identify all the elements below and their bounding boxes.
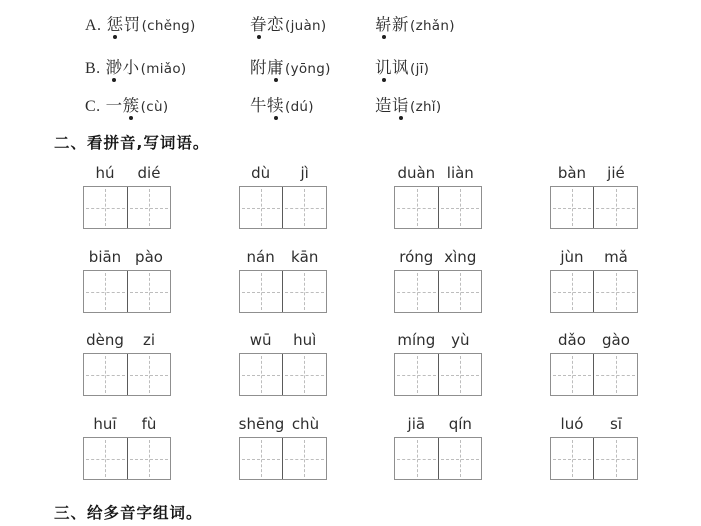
- hanzi-char: 一: [105, 96, 123, 115]
- writing-square: [240, 271, 284, 312]
- pinyin-syllable: mǎ: [604, 248, 628, 266]
- writing-box: [394, 186, 482, 229]
- pinyin-syllable: róng: [399, 248, 434, 266]
- pinyin-annotation: (cù): [140, 99, 169, 115]
- word-item: [375, 92, 441, 116]
- writing-box: [550, 186, 638, 229]
- pinyin-label-row: [550, 414, 638, 436]
- pinyin-annotation: (zhǎn): [410, 18, 455, 34]
- pinyin-annotation: (dú): [285, 99, 314, 115]
- word-writing-cell: [83, 247, 171, 313]
- writing-square: [594, 187, 637, 228]
- hanzi-char: 讽: [392, 58, 409, 77]
- writing-box: [394, 270, 482, 313]
- word-writing-cell: [239, 247, 327, 313]
- writing-square: [283, 187, 326, 228]
- writing-square: [84, 271, 128, 312]
- writing-square: [240, 354, 284, 395]
- pinyin-annotation: (chěng): [141, 18, 196, 34]
- pinyin-syllable: qín: [448, 415, 472, 433]
- writing-box: [83, 353, 171, 396]
- word-writing-cell: [83, 163, 171, 229]
- pinyin-syllable: sī: [609, 415, 622, 433]
- pinyin-syllable: huì: [293, 331, 317, 349]
- writing-square: [551, 187, 595, 228]
- word-item: [85, 11, 196, 35]
- option-row: [85, 54, 430, 78]
- hanzi-char: 牛: [250, 96, 267, 115]
- writing-square: [395, 271, 439, 312]
- pinyin-syllable: duàn: [397, 164, 436, 182]
- word-writing-cell: [394, 247, 482, 313]
- pinyin-label-row: [394, 330, 482, 352]
- hanzi-char: 罚: [123, 15, 141, 34]
- hanzi-char: 渺: [106, 54, 123, 78]
- word-item: [250, 92, 314, 116]
- option-row: [85, 92, 442, 116]
- pinyin-syllable: jì: [300, 164, 309, 182]
- pinyin-label-row: [550, 330, 638, 352]
- pinyin-label-row: [239, 330, 327, 352]
- writing-square: [594, 438, 637, 479]
- writing-square: [594, 271, 637, 312]
- writing-square: [551, 354, 595, 395]
- hanzi-char: 眷: [250, 11, 267, 35]
- pinyin-label-row: [83, 330, 171, 352]
- pinyin-syllable: bàn: [557, 164, 587, 182]
- writing-box: [394, 437, 482, 480]
- writing-square: [594, 354, 637, 395]
- pinyin-syllable: chù: [291, 415, 320, 433]
- pinyin-syllable: wū: [249, 331, 272, 349]
- pinyin-syllable: hú: [95, 164, 115, 182]
- writing-square: [84, 438, 128, 479]
- word-writing-cell: [550, 247, 638, 313]
- pinyin-label-row: [550, 163, 638, 185]
- writing-square: [128, 438, 171, 479]
- pinyin-syllable: jiā: [407, 415, 426, 433]
- writing-box: [550, 270, 638, 313]
- section3-heading: 三、给多音字组词。: [54, 504, 203, 522]
- pinyin-syllable: dù: [251, 164, 271, 182]
- writing-square: [439, 438, 482, 479]
- hanzi-char: 恋: [267, 15, 284, 34]
- writing-box: [83, 270, 171, 313]
- pinyin-syllable: nán: [246, 248, 275, 266]
- pinyin-syllable: shēng: [238, 415, 285, 433]
- pinyin-syllable: gào: [602, 331, 630, 349]
- writing-square: [439, 354, 482, 395]
- writing-square: [128, 354, 171, 395]
- pinyin-syllable: xìng: [444, 248, 477, 266]
- writing-grid-row: [83, 163, 638, 229]
- word-item: [375, 54, 429, 78]
- writing-square: [128, 271, 171, 312]
- hanzi-char: 附: [250, 58, 267, 77]
- word-writing-cell: [550, 414, 638, 480]
- writing-box: [239, 186, 327, 229]
- pinyin-annotation: (juàn): [285, 18, 327, 34]
- pinyin-label-row: [394, 414, 482, 436]
- writing-grid-row: [83, 330, 638, 396]
- pinyin-syllable: míng: [397, 331, 436, 349]
- pinyin-syllable: zi: [142, 331, 156, 349]
- writing-box: [550, 353, 638, 396]
- writing-square: [283, 271, 326, 312]
- word-writing-cell: [394, 330, 482, 396]
- writing-box: [83, 186, 171, 229]
- pinyin-syllable: dié: [137, 164, 161, 182]
- hanzi-char: 新: [392, 15, 409, 34]
- writing-square: [240, 187, 284, 228]
- word-writing-cell: [83, 330, 171, 396]
- writing-square: [395, 438, 439, 479]
- pinyin-syllable: dǎo: [558, 331, 586, 349]
- writing-square: [84, 187, 128, 228]
- word-writing-cell: [239, 330, 327, 396]
- option-label: C.: [85, 98, 101, 115]
- pinyin-label-row: [239, 414, 327, 436]
- writing-square: [439, 187, 482, 228]
- pinyin-label-row: [83, 163, 171, 185]
- pinyin-syllable: kān: [290, 248, 319, 266]
- writing-box: [239, 353, 327, 396]
- pinyin-annotation: (jī): [410, 61, 430, 77]
- hanzi-char: 崭: [375, 11, 392, 35]
- hanzi-char: 诣: [392, 92, 409, 116]
- pinyin-label-row: [239, 247, 327, 269]
- hanzi-char: 造: [375, 96, 392, 115]
- writing-square: [395, 354, 439, 395]
- pinyin-syllable: fù: [141, 415, 157, 433]
- writing-box: [83, 437, 171, 480]
- pinyin-label-row: [394, 163, 482, 185]
- pinyin-label-row: [394, 247, 482, 269]
- writing-grid-row: [83, 247, 638, 313]
- writing-square: [395, 187, 439, 228]
- word-item: [375, 11, 455, 35]
- writing-grid-row: [83, 414, 638, 480]
- pinyin-syllable: huī: [93, 415, 117, 433]
- pinyin-syllable: dèng: [86, 331, 124, 349]
- writing-box: [239, 270, 327, 313]
- writing-square: [551, 271, 595, 312]
- writing-square: [240, 438, 284, 479]
- pinyin-syllable: luó: [560, 415, 584, 433]
- writing-square: [128, 187, 171, 228]
- writing-box: [394, 353, 482, 396]
- pinyin-syllable: biān: [88, 248, 122, 266]
- writing-square: [84, 354, 128, 395]
- pinyin-syllable: liàn: [446, 164, 474, 182]
- writing-box: [550, 437, 638, 480]
- pinyin-label-row: [239, 163, 327, 185]
- word-writing-cell: [83, 414, 171, 480]
- pinyin-syllable: yù: [451, 331, 470, 349]
- pinyin-syllable: jié: [607, 164, 625, 182]
- pinyin-label-row: [550, 247, 638, 269]
- word-item: [85, 54, 186, 78]
- pinyin-syllable: jùn: [560, 248, 584, 266]
- word-item: [85, 92, 168, 116]
- hanzi-char: 庸: [267, 54, 284, 78]
- word-item: [250, 11, 326, 35]
- pinyin-annotation: (zhǐ): [410, 99, 442, 115]
- pinyin-label-row: [83, 247, 171, 269]
- hanzi-char: 惩: [107, 11, 124, 35]
- option-label: A.: [85, 17, 102, 34]
- writing-box: [239, 437, 327, 480]
- word-writing-cell: [550, 330, 638, 396]
- writing-square: [283, 438, 326, 479]
- section2-heading: 二、看拼音,写词语。: [54, 134, 210, 152]
- option-label: B.: [85, 60, 101, 77]
- writing-square: [439, 271, 482, 312]
- word-writing-cell: [394, 163, 482, 229]
- pinyin-annotation: (yōng): [285, 61, 331, 77]
- writing-square: [551, 438, 595, 479]
- word-item: [250, 54, 331, 78]
- writing-square: [283, 354, 326, 395]
- pinyin-annotation: (miǎo): [140, 61, 187, 77]
- option-row: [85, 11, 455, 35]
- pinyin-syllable: pào: [135, 248, 163, 266]
- word-writing-cell: [394, 414, 482, 480]
- word-writing-cell: [550, 163, 638, 229]
- hanzi-char: 讥: [375, 54, 392, 78]
- hanzi-char: 小: [122, 58, 140, 77]
- hanzi-char: 犊: [267, 92, 284, 116]
- word-writing-cell: [239, 163, 327, 229]
- word-writing-cell: [239, 414, 327, 480]
- hanzi-char: 簇: [123, 92, 140, 116]
- pinyin-label-row: [83, 414, 171, 436]
